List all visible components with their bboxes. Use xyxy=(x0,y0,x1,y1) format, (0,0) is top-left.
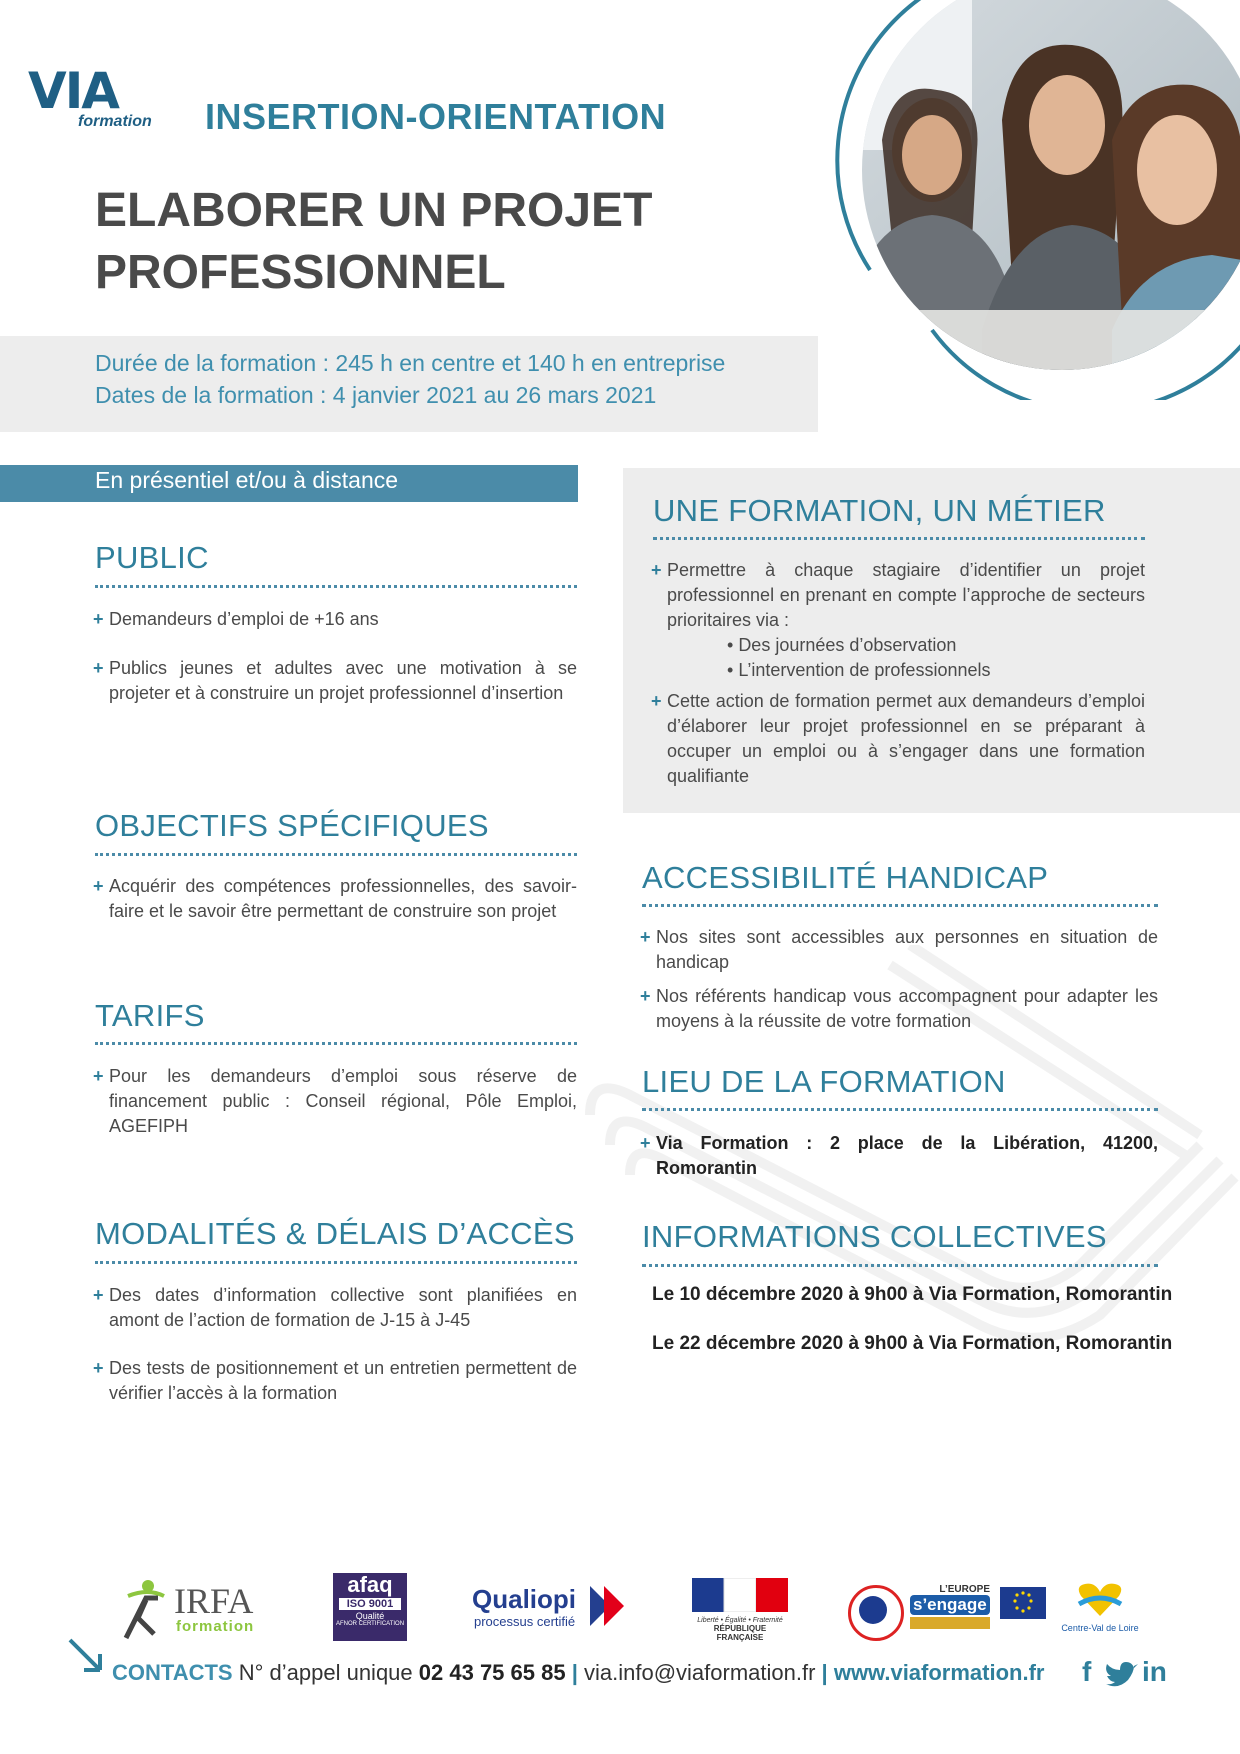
republique-francaise-logo: Liberté • Égalité • Fraternité RÉPUBLIQUE FRANÇAISE xyxy=(692,1578,788,1638)
lieu-divider xyxy=(642,1108,1158,1111)
phone-number[interactable]: 02 43 75 65 85 xyxy=(418,1660,566,1685)
region-centre-logo: Centre-Val de Loire xyxy=(1060,1582,1140,1638)
phone-label: N° d’appel unique xyxy=(238,1660,413,1685)
tarifs-item: + Pour les demandeurs d’emploi sous réserve de financement public : Conseil régional, Pôle Emploi, AGEFIPH xyxy=(93,1066,577,1136)
info-session: Le 10 décembre 2020 à 9h00 à Via Formation, Romorantin xyxy=(652,1284,1173,1305)
objectifs-divider xyxy=(95,853,577,856)
formation-item: + Cette action de formation permet aux demandeurs d’emploi d’élaborer leur projet professionnel en se préparant à occuper un emploi ou à s’engager dans une formation qualifiante xyxy=(651,691,1145,786)
infos-collectives-divider xyxy=(642,1264,1158,1267)
formation-sub-item: • Des journées d’observation xyxy=(727,635,957,655)
footer-contact: CONTACTS N° d’appel unique 02 43 75 65 85 | via.info@viaformation.fr | www.viaformation.fr xyxy=(112,1660,1045,1685)
tarifs-divider xyxy=(95,1042,577,1045)
seal-logo xyxy=(848,1585,904,1641)
modalites-item: + Des dates d’information collective sont planifiées en amont de l’action de formation de J-15 à J-45 xyxy=(93,1285,577,1330)
plus-icon: + xyxy=(93,1285,104,1305)
info-session: Le 22 décembre 2020 à 9h00 à Via Formation, Romorantin xyxy=(652,1333,1173,1354)
afaq-iso-logo: afaq ISO 9001 Qualité AFNOR CERTIFICATION xyxy=(333,1573,407,1641)
via-logo: VIA xyxy=(28,62,118,120)
tarifs-heading: TARIFS xyxy=(95,998,205,1033)
linkedin-icon[interactable]: in xyxy=(1142,1656,1167,1687)
qualiopi-logo: Qualiopi processus certifié xyxy=(472,1584,632,1634)
plus-icon: + xyxy=(93,1066,104,1086)
modalites-item: + Des tests de positionnement et un entretien permettent de vérifier l’accès à la formation xyxy=(93,1358,577,1403)
email-link[interactable]: via.info@viaformation.fr xyxy=(584,1660,816,1685)
category-heading: INSERTION-ORIENTATION xyxy=(205,96,667,137)
twitter-icon[interactable] xyxy=(1104,1662,1138,1690)
via-logo-subtitle: formation xyxy=(78,113,152,130)
plus-icon: + xyxy=(93,1358,104,1378)
contacts-label: CONTACTS xyxy=(112,1660,233,1685)
plus-icon: + xyxy=(93,609,104,629)
accessibilite-item: + Nos sites sont accessibles aux personnes en situation de handicap xyxy=(640,927,1158,972)
public-divider xyxy=(95,585,577,588)
plus-icon: + xyxy=(640,986,651,1006)
modalites-heading: MODALITÉS & DÉLAIS D’ACCÈS xyxy=(95,1216,575,1251)
lieu-heading: LIEU DE LA FORMATION xyxy=(642,1064,1006,1099)
formation-divider xyxy=(653,537,1145,540)
plus-icon: + xyxy=(93,658,104,678)
formation-heading: UNE FORMATION, UN MÉTIER xyxy=(653,493,1106,528)
plus-icon: + xyxy=(640,927,651,947)
facebook-icon[interactable]: f xyxy=(1082,1656,1092,1687)
website-link[interactable]: www.viaformation.fr xyxy=(833,1660,1045,1685)
modalites-divider xyxy=(95,1261,577,1264)
accessibilite-heading: ACCESSIBILITÉ HANDICAP xyxy=(642,860,1049,895)
public-heading: PUBLIC xyxy=(95,540,209,575)
public-item: + Publics jeunes et adultes avec une motivation à se projeter et à construire un projet professionnel d’insertion xyxy=(93,658,577,703)
eu-flag-icon xyxy=(1000,1587,1046,1619)
arrow-icon xyxy=(66,1636,108,1676)
infos-collectives-heading: INFORMATIONS COLLECTIVES xyxy=(642,1219,1107,1254)
plus-icon: + xyxy=(651,560,662,580)
europe-engage-logo: L’EUROPE s’engage xyxy=(910,1584,990,1634)
training-mode: En présentiel et/ou à distance xyxy=(95,467,399,493)
training-address: + Via Formation : 2 place de la Libération, 41200, Romorantin xyxy=(640,1133,1158,1178)
training-dates: Dates de la formation : 4 janvier 2021 au 26 mars 2021 xyxy=(95,382,657,408)
plus-icon: + xyxy=(651,691,662,711)
plus-icon: + xyxy=(93,876,104,896)
plus-icon: + xyxy=(640,1133,651,1153)
accessibilite-item: + Nos référents handicap vous accompagnent pour adapter les moyens à la réussite de votre formation xyxy=(640,986,1158,1031)
formation-item: + Permettre à chaque stagiaire d’identifier un projet professionnel en prenant en compte l’approche de secteurs prioritaires via : xyxy=(651,560,1145,630)
training-duration: Durée de la formation : 245 h en centre et 140 h en entreprise xyxy=(95,350,726,376)
irfa-logo: IRFA formation xyxy=(118,1578,268,1640)
formation-sub-item: • L’intervention de professionnels xyxy=(727,660,991,680)
public-item: + Demandeurs d’emploi de +16 ans xyxy=(109,607,577,632)
objectifs-heading: OBJECTIFS SPÉCIFIQUES xyxy=(95,808,489,843)
objectifs-item: + Acquérir des compétences professionnelles, des savoir-faire et le savoir être permettant de construire son projet xyxy=(93,876,577,921)
students-photo xyxy=(812,0,1240,400)
accessibilite-divider xyxy=(642,904,1158,907)
page-title: ELABORER UN PROJET PROFESSIONNEL xyxy=(95,184,653,299)
